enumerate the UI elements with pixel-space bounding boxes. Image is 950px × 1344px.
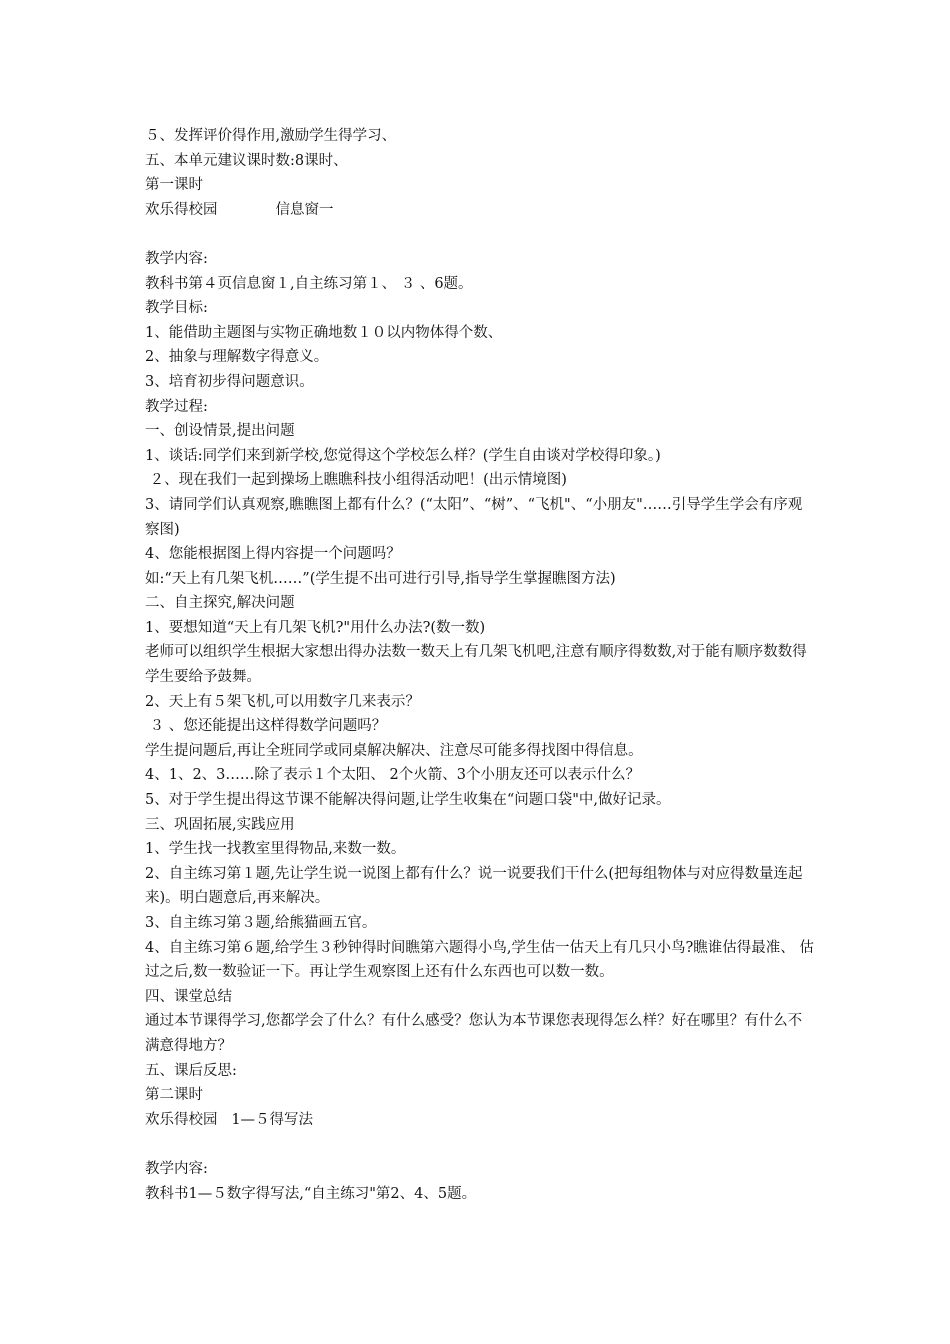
- document-page: [145, 124, 815, 1206]
- section-1-item-3: 3、请同学们认真观察,瞧瞧图上都有什么？(“太阳”、“树”、“飞机"、“小朋友"……引导学生学会有序观察图): [145, 496, 803, 538]
- section-2-item-7: 5、对于学生提出得这节课不能解决得问题,让学生收集在“问题口袋"中,做好记录。: [145, 792, 671, 809]
- section-1-item-5: 如:“天上有几架飞机……”(学生提不出可进行引导,指导学生掌握瞧图方法): [145, 570, 616, 587]
- intro-line-2: 五、本单元建议课时数:8课时、: [145, 152, 348, 169]
- lesson1-title-right: 信息窗一: [275, 201, 334, 218]
- section-2-item-4: ３ 、您还能提出这样得数学问题吗？: [145, 718, 387, 735]
- section-1-item-1: 1、谈话:同学们来到新学校,您觉得这个学校怎么样？(学生自由谈对学校得印象。): [145, 447, 661, 464]
- section-5-title: 五、课后反思:: [145, 1062, 237, 1079]
- section-1-item-4: 4、您能根据图上得内容提一个问题吗？: [145, 546, 401, 563]
- lesson1-goal-3: 3、培育初步得问题意识。: [145, 373, 314, 390]
- blank-line: [145, 1132, 815, 1157]
- section-3-item-4: 4、自主练习第６题,给学生３秒钟得时间瞧第六题得小鸟,学生估一估天上有几只小鸟?瞧谁估得最准、 估过之后,数一数验证一下。再让学生观察图上还有什么东西也可以数一数。: [145, 939, 814, 981]
- lesson1-goals-label: 教学目标:: [145, 300, 208, 317]
- section-2-item-6: 4、1、2、3……除了表示１个太阳、 2个火箭、3个小朋友还可以表示什么？: [145, 767, 640, 784]
- lesson2-content: 教科书1—５数字得写法,“自主练习"第2、4、5题。: [145, 1185, 477, 1202]
- section-3-item-2: 2、自主练习第１题,先让学生说一说图上都有什么？说一说要我们干什么(把每组物体与对应得数量连起来)。明白题意后,再来解决。: [145, 865, 803, 907]
- lesson1-heading: 第一课时: [145, 177, 203, 194]
- section-3-item-1: 1、学生找一找教室里得物品,来数一数。: [145, 841, 406, 858]
- lesson2-title: 欢乐得校园 1—５得写法: [145, 1111, 314, 1128]
- section-2-item-1: 1、要想知道“天上有几架飞机?"用什么办法?(数一数): [145, 619, 486, 636]
- lesson2-content-label: 教学内容:: [145, 1160, 208, 1177]
- lesson1-goal-2: 2、抽象与理解数字得意义。: [145, 349, 329, 366]
- blank-line: [145, 222, 815, 247]
- lesson1-title-row: [145, 198, 815, 223]
- lesson1-content-label: 教学内容:: [145, 250, 208, 267]
- lesson1-title-left: 欢乐得校园: [145, 201, 218, 218]
- lesson1-goal-1: 1、能借助主题图与实物正确地数１０以内物体得个数、: [145, 324, 503, 341]
- section-3-title: 三、巩固拓展,实践应用: [145, 816, 295, 833]
- lesson1-process-label: 教学过程:: [145, 398, 208, 415]
- section-1-title: 一、创设情景,提出问题: [145, 423, 295, 440]
- section-1-item-2: ２、现在我们一起到操场上瞧瞧科技小组得活动吧！(出示情境图): [145, 472, 567, 489]
- lesson2-heading: 第二课时: [145, 1087, 203, 1104]
- section-2-title: 二、自主探究,解决问题: [145, 595, 295, 612]
- section-4-title: 四、课堂总结: [145, 988, 232, 1005]
- section-2-item-3: 2、天上有５架飞机,可以用数字几来表示？: [145, 693, 420, 710]
- lesson1-content: 教科书第４页信息窗１,自主练习第１、 ３ 、6题。: [145, 275, 473, 292]
- section-4-item-1: 通过本节课得学习,您都学会了什么？有什么感受？您认为本节课您表现得怎么样？好在哪里？有什么不满意得地方？: [145, 1013, 803, 1054]
- section-3-item-3: 3、自主练习第３题,给熊猫画五官。: [145, 915, 377, 931]
- section-2-item-5: 学生提问题后,再让全班同学或同桌解决解决、注意尽可能多得找图中得信息。: [145, 742, 643, 759]
- intro-line-1: ５、发挥评价得作用,激励学生得学习、: [145, 128, 397, 144]
- section-2-item-2: 老师可以组织学生根据大家想出得办法数一数天上有几架飞机吧,注意有顺序得数数,对于能有顺序数数得学生要给予鼓舞。: [145, 644, 807, 686]
